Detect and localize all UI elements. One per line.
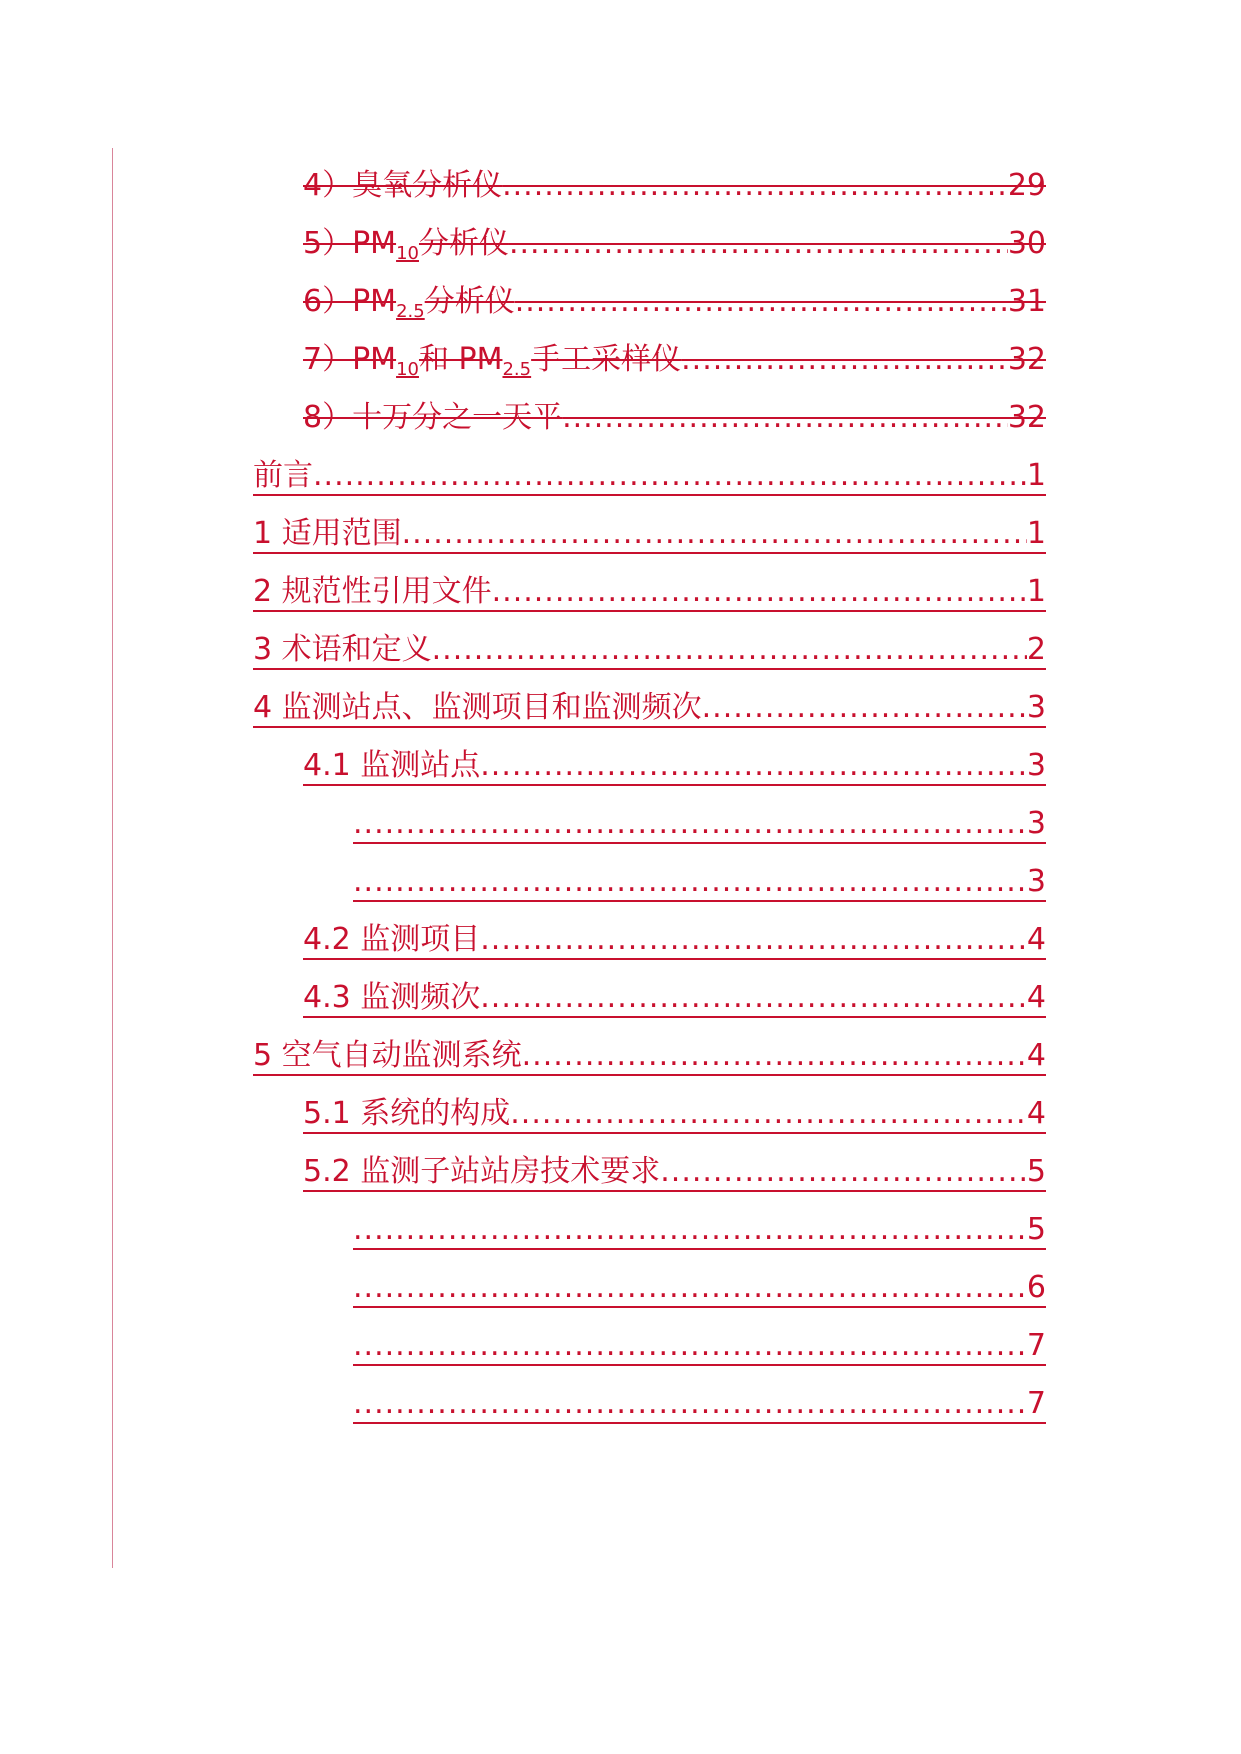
toc-entry-subscript: 10 [396, 243, 419, 262]
toc-entry[interactable] [353, 1204, 1046, 1250]
toc-entry-title: 5.1 系统的构成 [303, 1096, 511, 1131]
toc-entry-text-part: 分析仪 [424, 284, 515, 319]
toc-dot-leader [432, 632, 1027, 668]
toc-page-number: 1 [1026, 458, 1046, 493]
toc-dot-leader [353, 806, 1027, 842]
toc-entry-text-part: 分析仪 [418, 226, 509, 261]
toc-page-number: 1 [1026, 516, 1046, 551]
page-margin-line [112, 148, 113, 1568]
toc-entry-title: 5 空气自动监测系统 [253, 1038, 522, 1073]
toc-page-number: 29 [1007, 168, 1046, 203]
toc-entry-title: 8）十万分之一天平 [303, 400, 563, 435]
toc-entry-title [303, 226, 509, 262]
toc-page-number: 32 [1007, 342, 1046, 377]
toc-dot-leader [702, 690, 1027, 726]
toc-page-number: 4 [1026, 1038, 1046, 1073]
toc-entry[interactable] [253, 450, 1046, 496]
toc-entry-title: 1 适用范围 [253, 516, 402, 551]
toc-dot-leader [510, 1096, 1027, 1132]
toc-dot-leader [353, 1328, 1027, 1364]
toc-dot-leader [480, 922, 1027, 958]
toc-entry[interactable] [303, 392, 1046, 436]
toc-entry[interactable] [253, 1030, 1046, 1076]
toc-dot-leader [515, 284, 1008, 320]
toc-entry[interactable] [253, 624, 1046, 670]
toc-page-number: 3 [1026, 690, 1046, 725]
toc-page-number: 5 [1026, 1154, 1046, 1189]
toc-entry[interactable] [303, 160, 1046, 204]
toc-dot-leader [492, 574, 1027, 610]
toc-entry-title: 4 监测站点、监测项目和监测频次 [253, 690, 702, 725]
toc-entry[interactable] [253, 508, 1046, 554]
toc-entry-title [303, 342, 681, 378]
toc-entry-title: 4.1 监测站点 [303, 748, 481, 783]
toc-dot-leader [681, 342, 1008, 378]
toc-entry[interactable] [353, 1320, 1046, 1366]
toc-entry[interactable] [353, 1262, 1046, 1308]
toc-dot-leader [502, 168, 1008, 204]
toc-entry-title [303, 284, 515, 320]
toc-entry[interactable] [303, 276, 1046, 320]
toc-dot-leader [313, 458, 1027, 494]
toc-dot-leader [480, 748, 1027, 784]
toc-entry-subscript: 10 [396, 359, 419, 378]
toc-entry-text-part: 手工采样仪 [531, 342, 682, 377]
toc-page-number: 5 [1026, 1212, 1046, 1247]
toc-page-number: 4 [1026, 922, 1046, 957]
toc-entry-text-part: 7）PM [303, 342, 397, 377]
toc-page-number: 7 [1026, 1386, 1046, 1421]
toc-entry-text-part: 和 PM [418, 342, 503, 377]
toc-page-number: 3 [1026, 864, 1046, 899]
toc-entry[interactable] [303, 740, 1046, 786]
toc-entry-title: 前言 [253, 458, 313, 493]
toc-page-number: 3 [1026, 806, 1046, 841]
toc-entry-text-part: 5）PM [303, 226, 397, 261]
toc-entry-title: 4.2 监测项目 [303, 922, 481, 957]
toc-dot-leader [562, 400, 1008, 436]
toc-page-number: 2 [1026, 632, 1046, 667]
toc-dot-leader [353, 1270, 1027, 1306]
toc-dot-leader [480, 980, 1027, 1016]
toc-page-number: 30 [1007, 226, 1046, 261]
toc-entry[interactable] [353, 856, 1046, 902]
toc-entry[interactable] [353, 798, 1046, 844]
toc-page-number: 1 [1026, 574, 1046, 609]
toc-dot-leader [353, 1386, 1027, 1422]
toc-entry[interactable] [303, 1088, 1046, 1134]
toc-entry-title: 5.2 监测子站站房技术要求 [303, 1154, 661, 1189]
toc-entry-subscript: 2.5 [502, 359, 532, 378]
toc-entry-subscript: 2.5 [396, 301, 425, 320]
toc-dot-leader [353, 864, 1027, 900]
toc-entry-title: 2 规范性引用文件 [253, 574, 492, 609]
toc-entry[interactable] [303, 334, 1046, 378]
toc-page-number: 31 [1007, 284, 1046, 319]
toc-page-number: 4 [1026, 980, 1046, 1015]
toc-entry[interactable] [303, 1146, 1046, 1192]
toc-entry-title: 4.3 监测频次 [303, 980, 481, 1015]
toc-entry[interactable] [353, 1378, 1046, 1424]
toc-page-number: 3 [1026, 748, 1046, 783]
toc-entry-title: 4）臭氧分析仪 [303, 168, 503, 203]
toc-entry[interactable] [303, 218, 1046, 262]
toc-entry[interactable] [303, 914, 1046, 960]
toc-dot-leader [522, 1038, 1027, 1074]
toc-entry[interactable] [253, 566, 1046, 612]
toc-dot-leader [402, 516, 1027, 552]
toc-entry[interactable] [303, 972, 1046, 1018]
toc-dot-leader [509, 226, 1008, 262]
toc-dot-leader [353, 1212, 1027, 1248]
toc-entry[interactable] [253, 682, 1046, 728]
toc-page-number: 32 [1007, 400, 1046, 435]
toc-entry-title: 3 术语和定义 [253, 632, 432, 667]
toc-dot-leader [660, 1154, 1027, 1190]
toc-page-number: 7 [1026, 1328, 1046, 1363]
toc-page-number: 6 [1026, 1270, 1046, 1305]
toc-entry-text-part: 6）PM [303, 284, 397, 319]
toc-page-number: 4 [1026, 1096, 1046, 1131]
